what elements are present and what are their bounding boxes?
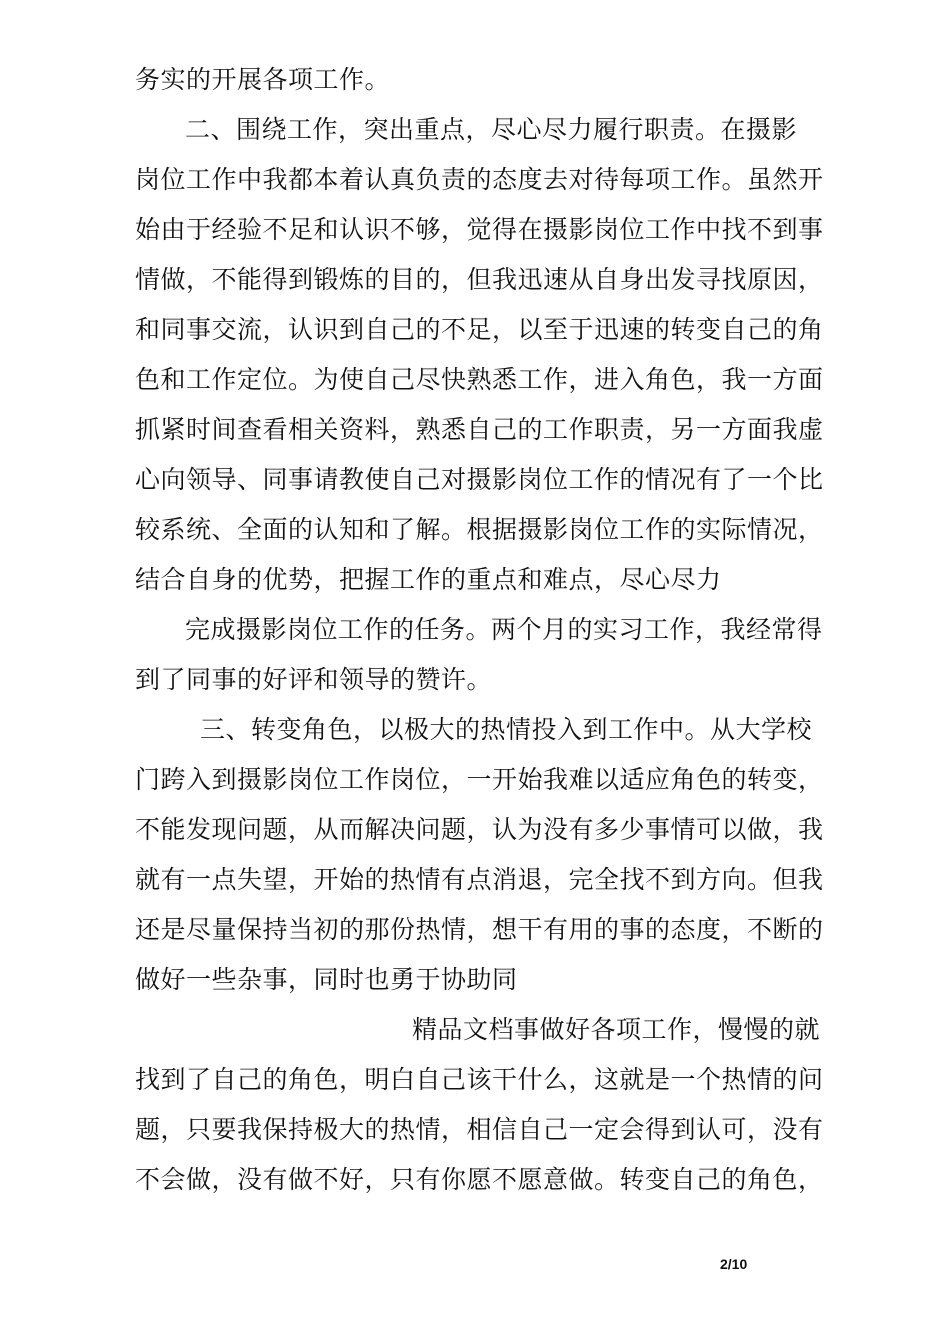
text-line: 不会做，没有做不好，只有你愿不愿意做。转变自己的角色， bbox=[135, 1165, 824, 1194]
text-line: 二、围绕工作，突出重点，尽心尽力履行职责。在摄影 bbox=[185, 115, 798, 144]
text-line: 门跨入到摄影岗位工作岗位，一开始我难以适应角色的转变， bbox=[135, 765, 824, 794]
text-line: 较系统、全面的认知和了解。根据摄影岗位工作的实际情况， bbox=[135, 515, 824, 544]
text-line: 色和工作定位。为使自己尽快熟悉工作，进入角色，我一方面 bbox=[135, 365, 824, 394]
text-line: 还是尽量保持当初的那份热情，想干有用的事的态度，不断的 bbox=[135, 915, 824, 944]
page-number: 2/10 bbox=[720, 1256, 748, 1272]
text-line: 和同事交流，认识到自己的不足，以至于迅速的转变自己的角 bbox=[135, 315, 824, 344]
text-line: 岗位工作中我都本着认真负责的态度去对待每项工作。虽然开 bbox=[135, 165, 824, 194]
text-line: 到了同事的好评和领导的赞许。 bbox=[135, 665, 493, 694]
text-line: 题，只要我保持极大的热情，相信自己一定会得到认可，没有 bbox=[135, 1115, 824, 1144]
text-line: 完成摄影岗位工作的任务。两个月的实习工作，我经常得 bbox=[185, 615, 823, 644]
text-line: 三、转变角色，以极大的热情投入到工作中。从大学校 bbox=[200, 715, 813, 744]
text-line: 精品文档事做好各项工作，慢慢的就 bbox=[412, 1015, 821, 1044]
text-line: 心向领导、同事请教使自己对摄影岗位工作的情况有了一个比 bbox=[135, 465, 824, 494]
text-line: 务实的开展各项工作。 bbox=[135, 65, 391, 94]
text-line: 始由于经验不足和认识不够，觉得在摄影岗位工作中找不到事 bbox=[135, 215, 824, 244]
text-line: 结合自身的优势，把握工作的重点和难点，尽心尽力 bbox=[135, 565, 722, 594]
text-line: 找到了自己的角色，明白自己该干什么，这就是一个热情的问 bbox=[135, 1065, 824, 1094]
text-line: 情做，不能得到锻炼的目的，但我迅速从自身出发寻找原因， bbox=[135, 265, 824, 294]
text-line: 做好一些杂事，同时也勇于协助同 bbox=[135, 965, 518, 994]
text-line: 就有一点失望，开始的热情有点消退，完全找不到方向。但我 bbox=[135, 865, 824, 894]
text-line: 抓紧时间查看相关资料，熟悉自己的工作职责，另一方面我虚 bbox=[135, 415, 824, 444]
text-line: 不能发现问题，从而解决问题，认为没有多少事情可以做，我 bbox=[135, 815, 824, 844]
